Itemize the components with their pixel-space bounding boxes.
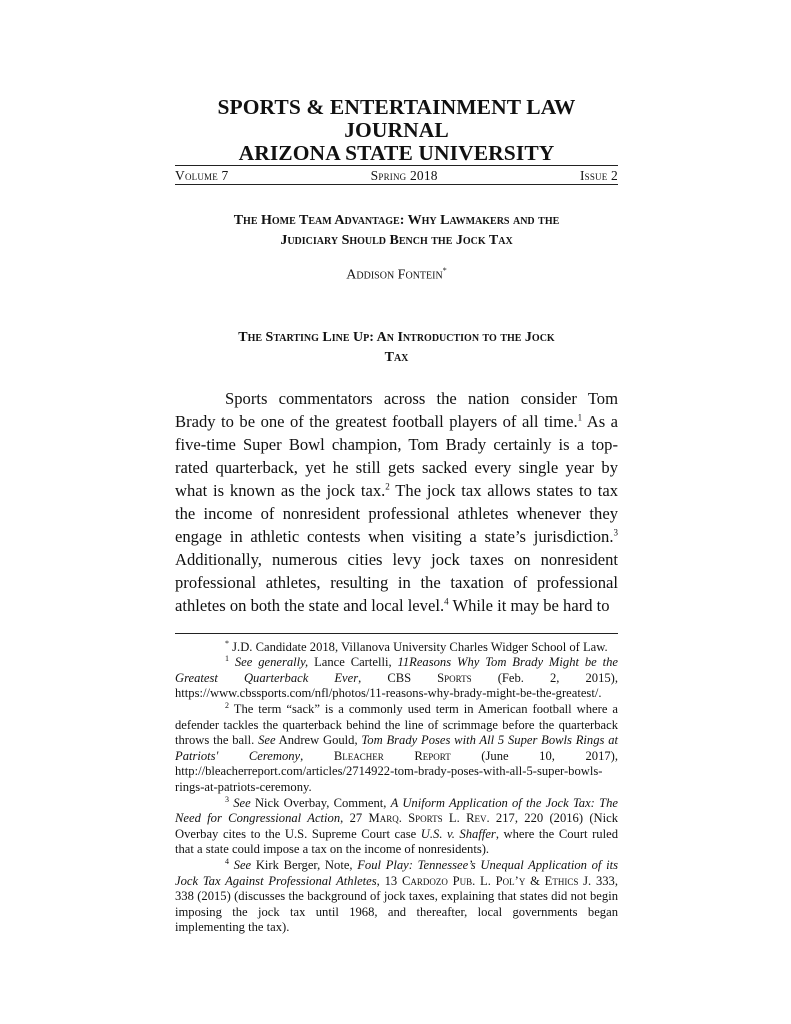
footnote-2 xyxy=(175,702,618,796)
footnote-mark: * xyxy=(225,638,229,648)
body-sentence-4: Additionally, numerous cities levy jock taxes on nonresident professional athletes, resulting in the taxation of professional athletes on both the state and local level. xyxy=(175,549,618,615)
citation-title: A Uniform Application of the Jock Tax: The Need for Congressional Action xyxy=(175,795,618,826)
section-heading-line-2: Tax xyxy=(384,349,409,365)
citation-signal: See generally, xyxy=(234,655,309,670)
footnote-star xyxy=(175,640,618,656)
footnote-ref-3[interactable]: 3 xyxy=(613,527,618,538)
footnote-mark: 2 xyxy=(225,700,229,710)
season-label: Spring 2018 xyxy=(370,168,438,183)
article-title-line-1: The Home Team Advantage: Why Lawmakers and the xyxy=(233,213,560,228)
citation-text: 333, 338 (2015) (discusses the background of jock taxes, explaining that states did not begin imposing the jock tax until 1968, and thereafter, local governments began implementing the tax). xyxy=(175,873,618,935)
author-byline xyxy=(175,266,618,284)
citation-date: (Feb. 2, 2015), xyxy=(471,670,619,685)
paragraph-1 xyxy=(175,387,618,617)
footnote-separator xyxy=(175,633,618,634)
body-sentence-5: While it may be hard to xyxy=(448,595,610,615)
citation-source: Marq. Sports L. Rev. xyxy=(368,811,490,826)
citation-title: 11Reasons Why Tom Brady Might be the Greatest Quarterback Ever xyxy=(175,655,618,685)
citation-source: Bleacher Report xyxy=(333,748,451,763)
citation-text: , CBS xyxy=(358,670,438,685)
citation-signal: See xyxy=(258,733,276,748)
journal-page xyxy=(175,0,618,936)
citation-author: Kirk Berger, Note, xyxy=(251,857,358,872)
footnote-text: The term “sack” is a commonly used term in American football where a defender tackles the quarterback behind the line of scrimmage before the quarterback throws the ball. xyxy=(175,702,618,748)
masthead-bottom-rule xyxy=(175,184,618,185)
citation-url[interactable]: http://bleacherreport.com/articles/2714922-tom-brady-poses-with-all-5-super-bowls-rings-at-patriots-ceremony. xyxy=(175,764,603,794)
journal-masthead xyxy=(175,96,618,165)
body-sentence-2: As a five-time Super Bowl champion, Tom Brady certainly is a top-rated quarterback, yet he still gets sacked every single year by what is known as the jock tax. xyxy=(175,411,619,500)
author-name: Addison Fontein xyxy=(346,267,443,283)
section-heading-line-1: The Starting Line Up: An Introduction to the Jock xyxy=(238,329,555,345)
footnote-mark: 4 xyxy=(225,856,229,866)
issue-line xyxy=(175,166,618,184)
article-title-line-2: Judiciary Should Bench the Jock Tax xyxy=(280,233,513,248)
footnote-text: J.D. Candidate 2018, Villanova University Charles Widger School of Law. xyxy=(229,639,608,654)
footnote-4 xyxy=(175,858,618,936)
footnote-ref-1[interactable]: 1 xyxy=(577,412,583,423)
footnote-mark: 3 xyxy=(225,794,229,804)
footnote-3 xyxy=(175,796,618,858)
author-footnote-mark: * xyxy=(442,266,447,275)
body-sentence-1: Sports commentators across the nation consider Tom Brady to be one of the greatest football players of all time. xyxy=(175,388,618,431)
citation-source: Sports xyxy=(437,670,472,685)
body-paragraph xyxy=(175,387,618,617)
citation-text: , xyxy=(300,748,334,763)
citation-author: Andrew Gould, xyxy=(275,733,362,748)
citation-text: , 13 xyxy=(376,873,402,888)
footnote-mark: 1 xyxy=(225,654,229,664)
citation-pages: 217, 220 (2016) (Nick Overbay cites to the U.S. Supreme Court case xyxy=(175,811,619,841)
citation-signal: See xyxy=(233,795,251,810)
issue-label: Issue 2 xyxy=(579,168,618,183)
journal-name: SPORTS & ENTERTAINMENT LAW JOURNAL xyxy=(217,95,576,142)
article-title xyxy=(175,211,618,251)
citation-source: Cardozo Pub. L. Pol’y & Ethics J. xyxy=(401,873,592,888)
citation-author: Nick Overbay, Comment, xyxy=(250,795,391,810)
citation-title: Foul Play: Tennessee’s Unequal Application of its Jock Tax Against Professional Athletes xyxy=(175,857,618,888)
citation-text: , where the Court ruled that a state could impose a tax on the income of nonresidents). xyxy=(175,826,618,857)
citation-signal: See xyxy=(233,857,252,872)
body-sentence-3: The jock tax allows states to tax the income of nonresident professional athletes whenever they engage in athletic contests when visiting a state’s jurisdiction. xyxy=(175,480,618,546)
journal-university: ARIZONA STATE UNIVERSITY xyxy=(238,141,555,165)
section-heading xyxy=(175,328,618,368)
footnotes xyxy=(175,640,618,936)
citation-title: Tom Brady Poses with All 5 Super Bowls Rings at Patriots' Ceremony xyxy=(175,733,619,763)
citation-date: (June 10, 2017), xyxy=(450,748,619,763)
footnote-1 xyxy=(175,655,618,702)
footnote-ref-4[interactable]: 4 xyxy=(444,596,449,607)
volume-label: Volume 7 xyxy=(175,168,229,183)
citation-url[interactable]: https://www.cbssports.com/nfl/photos/11-reasons-why-brady-might-be-the-greatest/. xyxy=(175,686,602,701)
citation-author: Lance Cartelli, xyxy=(308,655,398,670)
citation-text: , 27 xyxy=(340,811,369,826)
footnote-ref-2[interactable]: 2 xyxy=(385,481,390,492)
citation-case: U.S. v. Shaffer xyxy=(420,826,496,841)
